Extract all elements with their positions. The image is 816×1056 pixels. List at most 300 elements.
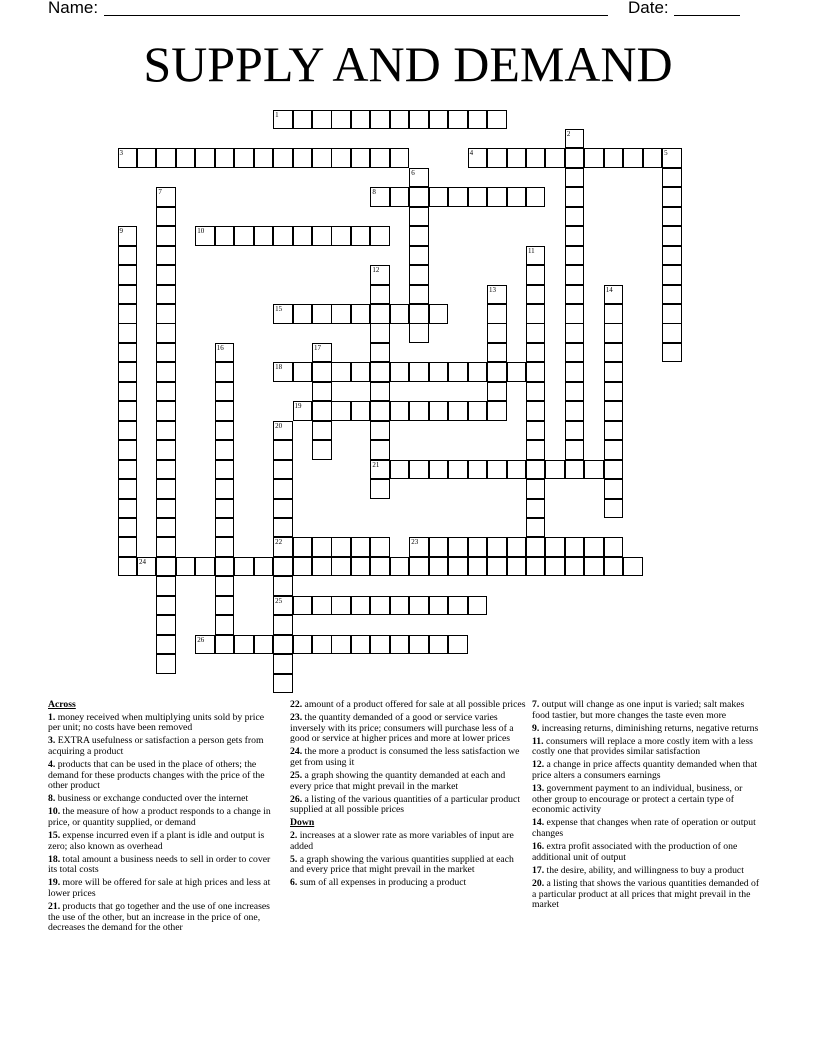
grid-cell[interactable] [156, 226, 176, 246]
grid-cell[interactable] [293, 635, 313, 655]
grid-cell[interactable] [526, 537, 546, 557]
grid-cell[interactable] [331, 635, 351, 655]
grid-cell[interactable] [370, 596, 390, 616]
grid-cell[interactable] [507, 362, 527, 382]
grid-cell[interactable] [215, 421, 235, 441]
grid-cell[interactable] [526, 499, 546, 519]
grid-cell[interactable] [331, 226, 351, 246]
grid-cell[interactable] [215, 576, 235, 596]
grid-cell[interactable] [331, 110, 351, 130]
clue-number-label: 20 [275, 421, 283, 430]
grid-cell[interactable] [273, 674, 293, 694]
grid-cell[interactable] [293, 557, 313, 577]
down-clue [532, 879, 764, 911]
grid-cell[interactable] [156, 265, 176, 285]
grid-cell[interactable] [312, 148, 332, 168]
grid-cell[interactable] [156, 421, 176, 441]
grid-cell[interactable] [565, 557, 585, 577]
grid-cell[interactable] [351, 226, 371, 246]
grid-cell[interactable] [604, 460, 624, 480]
grid-cell[interactable] [429, 362, 449, 382]
grid-cell[interactable] [409, 265, 429, 285]
grid-cell[interactable] [156, 148, 176, 168]
grid-cell[interactable] [604, 479, 624, 499]
grid-cell[interactable] [390, 362, 410, 382]
grid-cell[interactable] [487, 343, 507, 363]
grid-cell[interactable] [156, 304, 176, 324]
grid-cell[interactable] [273, 654, 293, 674]
grid-cell[interactable] [643, 148, 663, 168]
grid-cell[interactable] [234, 226, 254, 246]
grid-cell[interactable] [487, 557, 507, 577]
grid-cell[interactable] [565, 265, 585, 285]
grid-cell[interactable] [390, 557, 410, 577]
grid-cell[interactable] [409, 323, 429, 343]
grid-cell[interactable] [215, 460, 235, 480]
grid-cell[interactable] [526, 265, 546, 285]
grid-cell[interactable] [604, 421, 624, 441]
grid-cell[interactable] [545, 460, 565, 480]
grid-cell[interactable] [176, 148, 196, 168]
grid-cell[interactable] [390, 148, 410, 168]
grid-cell[interactable] [156, 499, 176, 519]
grid-cell[interactable] [215, 537, 235, 557]
grid-cell[interactable] [487, 148, 507, 168]
grid-cell[interactable] [468, 110, 488, 130]
grid-cell[interactable] [176, 557, 196, 577]
grid-cell[interactable] [662, 343, 682, 363]
grid-cell[interactable] [409, 207, 429, 227]
grid-cell[interactable] [293, 226, 313, 246]
grid-cell[interactable] [526, 382, 546, 402]
grid-cell[interactable] [156, 401, 176, 421]
grid-cell[interactable] [312, 304, 332, 324]
grid-cell[interactable] [487, 382, 507, 402]
grid-cell[interactable] [273, 440, 293, 460]
grid-cell[interactable] [409, 285, 429, 305]
grid-cell[interactable] [468, 557, 488, 577]
grid-cell[interactable] [565, 362, 585, 382]
clue-number: 8. [48, 793, 56, 805]
grid-cell[interactable] [273, 615, 293, 635]
grid-cell[interactable] [429, 110, 449, 130]
grid-cell[interactable] [507, 187, 527, 207]
grid-cell[interactable] [156, 537, 176, 557]
grid-cell[interactable] [468, 187, 488, 207]
grid-cell[interactable] [254, 557, 274, 577]
grid-cell[interactable] [390, 187, 410, 207]
grid-cell[interactable] [156, 460, 176, 480]
grid-cell[interactable] [448, 401, 468, 421]
grid-cell[interactable] [118, 460, 138, 480]
grid-cell[interactable] [429, 304, 449, 324]
grid-cell[interactable] [273, 148, 293, 168]
grid-cell[interactable] [370, 285, 390, 305]
grid-cell[interactable] [448, 537, 468, 557]
grid-cell[interactable] [331, 362, 351, 382]
grid-cell[interactable] [156, 654, 176, 674]
grid-cell[interactable] [565, 207, 585, 227]
grid-cell[interactable] [526, 460, 546, 480]
grid-cell[interactable] [370, 110, 390, 130]
grid-cell[interactable] [331, 401, 351, 421]
grid-cell[interactable] [118, 362, 138, 382]
grid-cell[interactable] [293, 596, 313, 616]
grid-cell[interactable] [156, 557, 176, 577]
grid-cell[interactable] [468, 401, 488, 421]
grid-cell[interactable] [565, 382, 585, 402]
grid-cell[interactable] [118, 246, 138, 266]
clue-number-label: 11 [527, 246, 535, 255]
grid-cell[interactable] [584, 460, 604, 480]
grid-cell[interactable] [312, 382, 332, 402]
grid-cell[interactable] [429, 557, 449, 577]
grid-cell[interactable] [293, 110, 313, 130]
grid-cell[interactable] [565, 285, 585, 305]
grid-cell[interactable] [370, 479, 390, 499]
grid-cell[interactable] [156, 343, 176, 363]
grid-cell[interactable] [429, 635, 449, 655]
grid-cell[interactable] [507, 148, 527, 168]
grid-cell[interactable] [370, 148, 390, 168]
grid-cell[interactable] [215, 401, 235, 421]
grid-cell[interactable] [662, 265, 682, 285]
grid-cell[interactable] [507, 537, 527, 557]
grid-cell[interactable] [429, 401, 449, 421]
grid-cell[interactable] [468, 460, 488, 480]
grid-cell[interactable] [623, 557, 643, 577]
grid-cell[interactable] [487, 401, 507, 421]
grid-cell[interactable] [526, 285, 546, 305]
grid-cell[interactable] [448, 596, 468, 616]
grid-cell[interactable] [351, 304, 371, 324]
grid-cell[interactable] [215, 226, 235, 246]
grid-cell[interactable] [293, 537, 313, 557]
grid-cell[interactable] [545, 557, 565, 577]
grid-cell[interactable] [273, 479, 293, 499]
grid-cell[interactable] [118, 557, 138, 577]
grid-cell[interactable] [156, 323, 176, 343]
grid-cell[interactable] [331, 537, 351, 557]
grid-cell[interactable] [118, 265, 138, 285]
grid-cell[interactable] [118, 382, 138, 402]
grid-cell[interactable] [331, 148, 351, 168]
grid-cell[interactable] [273, 226, 293, 246]
grid-cell[interactable] [526, 362, 546, 382]
grid-cell[interactable] [604, 304, 624, 324]
grid-cell[interactable] [409, 401, 429, 421]
grid-cell[interactable] [118, 499, 138, 519]
grid-cell[interactable] [370, 421, 390, 441]
grid-cell[interactable] [487, 323, 507, 343]
grid-cell[interactable] [448, 110, 468, 130]
grid-cell[interactable] [526, 187, 546, 207]
grid-cell[interactable] [215, 499, 235, 519]
grid-cell[interactable] [526, 557, 546, 577]
grid-cell[interactable] [448, 362, 468, 382]
grid-cell[interactable] [118, 401, 138, 421]
grid-cell[interactable] [118, 440, 138, 460]
grid-cell[interactable] [118, 537, 138, 557]
grid-cell[interactable] [215, 148, 235, 168]
grid-cell[interactable] [429, 537, 449, 557]
grid-cell[interactable] [409, 635, 429, 655]
grid-cell[interactable] [215, 596, 235, 616]
grid-cell[interactable] [234, 148, 254, 168]
grid-cell[interactable] [312, 110, 332, 130]
grid-cell[interactable] [293, 148, 313, 168]
grid-cell[interactable] [448, 557, 468, 577]
grid-cell[interactable] [273, 518, 293, 538]
grid-cell[interactable] [662, 168, 682, 188]
grid-cell[interactable] [273, 576, 293, 596]
grid-cell[interactable] [312, 362, 332, 382]
grid-cell[interactable] [565, 343, 585, 363]
grid-cell[interactable] [370, 226, 390, 246]
grid-cell[interactable] [234, 635, 254, 655]
grid-cell[interactable] [409, 557, 429, 577]
grid-cell[interactable] [662, 187, 682, 207]
grid-cell[interactable] [468, 537, 488, 557]
grid-cell[interactable] [370, 401, 390, 421]
grid-cell[interactable] [312, 596, 332, 616]
grid-cell[interactable] [312, 537, 332, 557]
grid-cell[interactable] [662, 246, 682, 266]
grid-cell[interactable] [526, 518, 546, 538]
grid-cell[interactable] [565, 401, 585, 421]
grid-cell[interactable] [604, 499, 624, 519]
grid-cell[interactable] [487, 187, 507, 207]
grid-cell[interactable] [662, 226, 682, 246]
grid-cell[interactable] [409, 596, 429, 616]
grid-cell[interactable] [662, 323, 682, 343]
grid-cell[interactable] [293, 304, 313, 324]
grid-cell[interactable] [215, 382, 235, 402]
grid-cell[interactable] [545, 148, 565, 168]
grid-cell[interactable] [351, 110, 371, 130]
grid-cell[interactable] [195, 557, 215, 577]
grid-cell[interactable] [370, 440, 390, 460]
grid-cell[interactable] [623, 148, 643, 168]
grid-cell[interactable] [565, 537, 585, 557]
grid-cell[interactable] [429, 596, 449, 616]
grid-cell[interactable] [448, 635, 468, 655]
grid-cell[interactable] [390, 401, 410, 421]
grid-cell[interactable] [584, 537, 604, 557]
grid-cell[interactable] [370, 362, 390, 382]
grid-cell[interactable] [409, 362, 429, 382]
grid-cell[interactable] [565, 460, 585, 480]
grid-cell[interactable] [195, 148, 215, 168]
grid-cell[interactable] [351, 596, 371, 616]
grid-cell[interactable] [409, 460, 429, 480]
grid-cell[interactable] [604, 557, 624, 577]
grid-cell[interactable] [293, 362, 313, 382]
grid-cell[interactable] [545, 537, 565, 557]
grid-cell[interactable] [487, 537, 507, 557]
grid-cell[interactable] [526, 479, 546, 499]
grid-cell[interactable] [351, 537, 371, 557]
grid-cell[interactable] [156, 207, 176, 227]
grid-cell[interactable] [351, 401, 371, 421]
grid-cell[interactable] [662, 207, 682, 227]
grid-cell[interactable] [273, 460, 293, 480]
grid-cell[interactable] [351, 148, 371, 168]
grid-cell[interactable] [118, 285, 138, 305]
grid-cell[interactable] [156, 615, 176, 635]
grid-cell[interactable] [409, 246, 429, 266]
grid-cell[interactable] [526, 304, 546, 324]
grid-cell[interactable] [526, 323, 546, 343]
grid-cell[interactable] [118, 518, 138, 538]
grid-cell[interactable] [215, 615, 235, 635]
grid-cell[interactable] [215, 362, 235, 382]
grid-cell[interactable] [565, 246, 585, 266]
grid-cell[interactable] [156, 246, 176, 266]
grid-cell[interactable] [565, 421, 585, 441]
grid-cell[interactable] [390, 596, 410, 616]
grid-cell[interactable] [487, 304, 507, 324]
grid-cell[interactable] [390, 460, 410, 480]
grid-cell[interactable] [565, 168, 585, 188]
grid-cell[interactable] [662, 304, 682, 324]
grid-cell[interactable] [312, 635, 332, 655]
down-clue [290, 855, 526, 876]
grid-cell[interactable] [448, 187, 468, 207]
grid-cell[interactable] [312, 401, 332, 421]
grid-cell[interactable] [409, 226, 429, 246]
grid-cell[interactable] [118, 323, 138, 343]
grid-cell[interactable] [487, 362, 507, 382]
grid-cell[interactable] [604, 148, 624, 168]
grid-cell[interactable] [604, 343, 624, 363]
grid-cell[interactable] [234, 557, 254, 577]
grid-cell[interactable] [604, 537, 624, 557]
grid-cell[interactable] [118, 304, 138, 324]
grid-cell[interactable] [604, 440, 624, 460]
grid-cell[interactable] [370, 304, 390, 324]
grid-cell[interactable] [604, 323, 624, 343]
grid-cell[interactable] [507, 460, 527, 480]
grid-cell[interactable] [118, 479, 138, 499]
grid-cell[interactable] [312, 226, 332, 246]
grid-cell[interactable] [526, 343, 546, 363]
grid-cell[interactable] [409, 304, 429, 324]
grid-cell[interactable] [156, 596, 176, 616]
clue-number-label: 21 [372, 460, 380, 469]
grid-cell[interactable] [584, 557, 604, 577]
grid-cell[interactable] [584, 148, 604, 168]
grid-cell[interactable] [507, 557, 527, 577]
grid-cell[interactable] [370, 382, 390, 402]
grid-cell[interactable] [390, 110, 410, 130]
grid-cell[interactable] [273, 635, 293, 655]
grid-cell[interactable] [118, 343, 138, 363]
grid-cell[interactable] [215, 479, 235, 499]
grid-cell[interactable] [156, 576, 176, 596]
grid-cell[interactable] [565, 323, 585, 343]
grid-cell[interactable] [156, 518, 176, 538]
grid-cell[interactable] [351, 557, 371, 577]
grid-cell[interactable] [370, 635, 390, 655]
grid-cell[interactable] [331, 596, 351, 616]
grid-cell[interactable] [370, 537, 390, 557]
clue-text: government payment to an individual, business, or other group to encourage or protect a certain type of economic activity [532, 783, 743, 816]
grid-cell[interactable] [409, 110, 429, 130]
clue-number-label: 12 [372, 266, 380, 275]
grid-cell[interactable] [254, 635, 274, 655]
grid-cell[interactable] [468, 596, 488, 616]
grid-cell[interactable] [156, 635, 176, 655]
grid-cell[interactable] [565, 148, 585, 168]
grid-cell[interactable] [215, 635, 235, 655]
grid-cell[interactable] [331, 557, 351, 577]
clues-column-1 [48, 700, 278, 936]
grid-cell[interactable] [487, 110, 507, 130]
grid-cell[interactable] [468, 362, 488, 382]
grid-cell[interactable] [526, 401, 546, 421]
grid-cell[interactable] [448, 460, 468, 480]
grid-cell[interactable] [429, 187, 449, 207]
grid-cell[interactable] [273, 557, 293, 577]
grid-cell[interactable] [254, 148, 274, 168]
grid-cell[interactable] [215, 440, 235, 460]
grid-cell[interactable] [390, 304, 410, 324]
clue-number: 2. [290, 830, 298, 842]
grid-cell[interactable] [156, 440, 176, 460]
grid-cell[interactable] [526, 440, 546, 460]
grid-cell[interactable] [215, 557, 235, 577]
grid-cell[interactable] [526, 148, 546, 168]
clue-number: 1. [48, 711, 56, 723]
grid-cell[interactable] [565, 440, 585, 460]
grid-cell[interactable] [487, 460, 507, 480]
grid-cell[interactable] [370, 323, 390, 343]
grid-cell[interactable] [118, 421, 138, 441]
grid-cell[interactable] [351, 635, 371, 655]
grid-cell[interactable] [156, 382, 176, 402]
grid-cell[interactable] [370, 343, 390, 363]
grid-cell[interactable] [312, 557, 332, 577]
grid-cell[interactable] [429, 460, 449, 480]
grid-cell[interactable] [331, 304, 351, 324]
grid-cell[interactable] [156, 479, 176, 499]
across-clue [48, 736, 278, 757]
clue-number-label: 2 [566, 129, 571, 138]
grid-cell[interactable] [273, 499, 293, 519]
grid-cell[interactable] [565, 304, 585, 324]
clue-number-label: 6 [411, 168, 415, 177]
grid-cell[interactable] [604, 382, 624, 402]
grid-cell[interactable] [565, 226, 585, 246]
grid-cell[interactable] [604, 401, 624, 421]
grid-cell[interactable] [662, 285, 682, 305]
grid-cell[interactable] [254, 226, 274, 246]
grid-cell[interactable] [351, 362, 371, 382]
grid-cell[interactable] [156, 362, 176, 382]
grid-cell[interactable] [137, 148, 157, 168]
grid-cell[interactable] [565, 187, 585, 207]
grid-cell[interactable] [370, 557, 390, 577]
grid-cell[interactable] [215, 518, 235, 538]
grid-cell[interactable] [312, 440, 332, 460]
grid-cell[interactable] [312, 421, 332, 441]
grid-cell[interactable] [156, 285, 176, 305]
grid-cell[interactable] [390, 635, 410, 655]
grid-cell[interactable] [604, 362, 624, 382]
grid-cell[interactable] [409, 187, 429, 207]
grid-cell[interactable] [526, 421, 546, 441]
